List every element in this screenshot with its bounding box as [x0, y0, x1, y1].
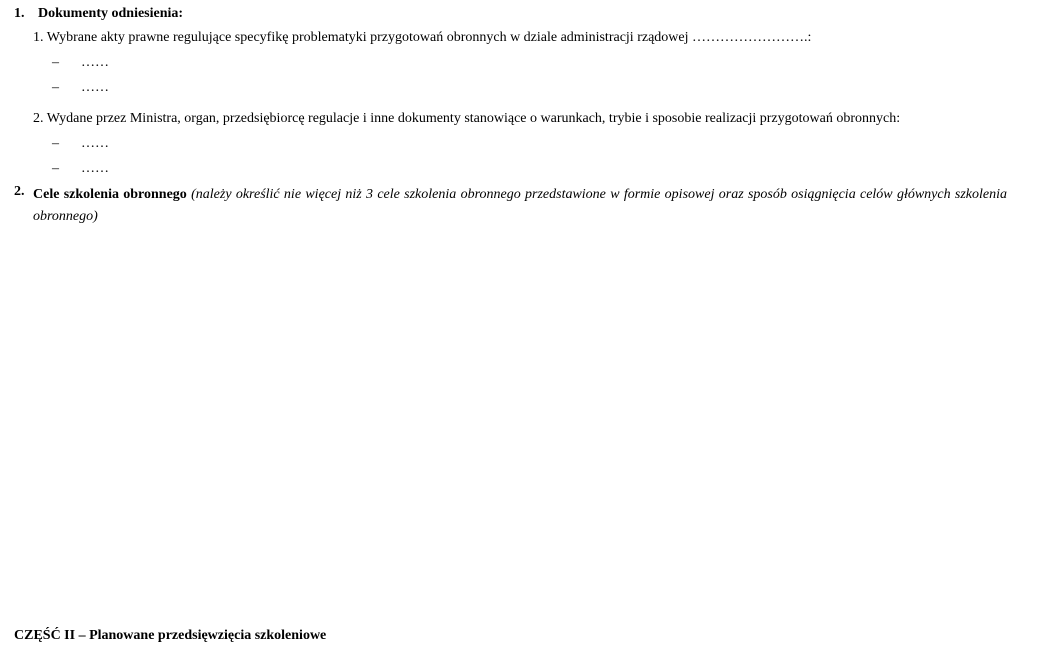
- section-1-item-1: 1. Wybrane akty prawne regulujące specyfikę problematyki przygotowań obronnych w dziale administracji rządowej …………………….:: [33, 30, 812, 45]
- part-2-heading: CZĘŚĆ II – Planowane przedsięwzięcia szkoleniowe: [14, 628, 327, 643]
- bullet-dash: –: [52, 161, 59, 176]
- section-2-note: (należy określić nie więcej niż 3 cele szkolenia obronnego przedstawione w formie opisowej oraz sposób osiągnięcia celów głównych szkolenia obronnego): [33, 187, 1008, 224]
- section-2-paragraph: [33, 184, 1007, 228]
- section-1-number: 1.: [14, 6, 25, 21]
- bullet-placeholder: ……: [81, 136, 109, 151]
- bullet-placeholder: ……: [81, 161, 109, 176]
- section-2-number: 2.: [14, 184, 25, 199]
- bullet-dash: –: [52, 80, 59, 95]
- section-1-item-2: 2. Wydane przez Ministra, organ, przedsiębiorcę regulacje i inne dokumenty stanowiące o warunkach, trybie i sposobie realizacji przygotowań obronnych:: [33, 111, 901, 126]
- bullet-dash: –: [52, 55, 59, 70]
- bullet-placeholder: ……: [81, 55, 109, 70]
- section-2-title: Cele szkolenia obronnego: [33, 187, 187, 202]
- bullet-placeholder: ……: [81, 80, 109, 95]
- section-1-title: Dokumenty odniesienia:: [38, 6, 184, 21]
- bullet-dash: –: [52, 136, 59, 151]
